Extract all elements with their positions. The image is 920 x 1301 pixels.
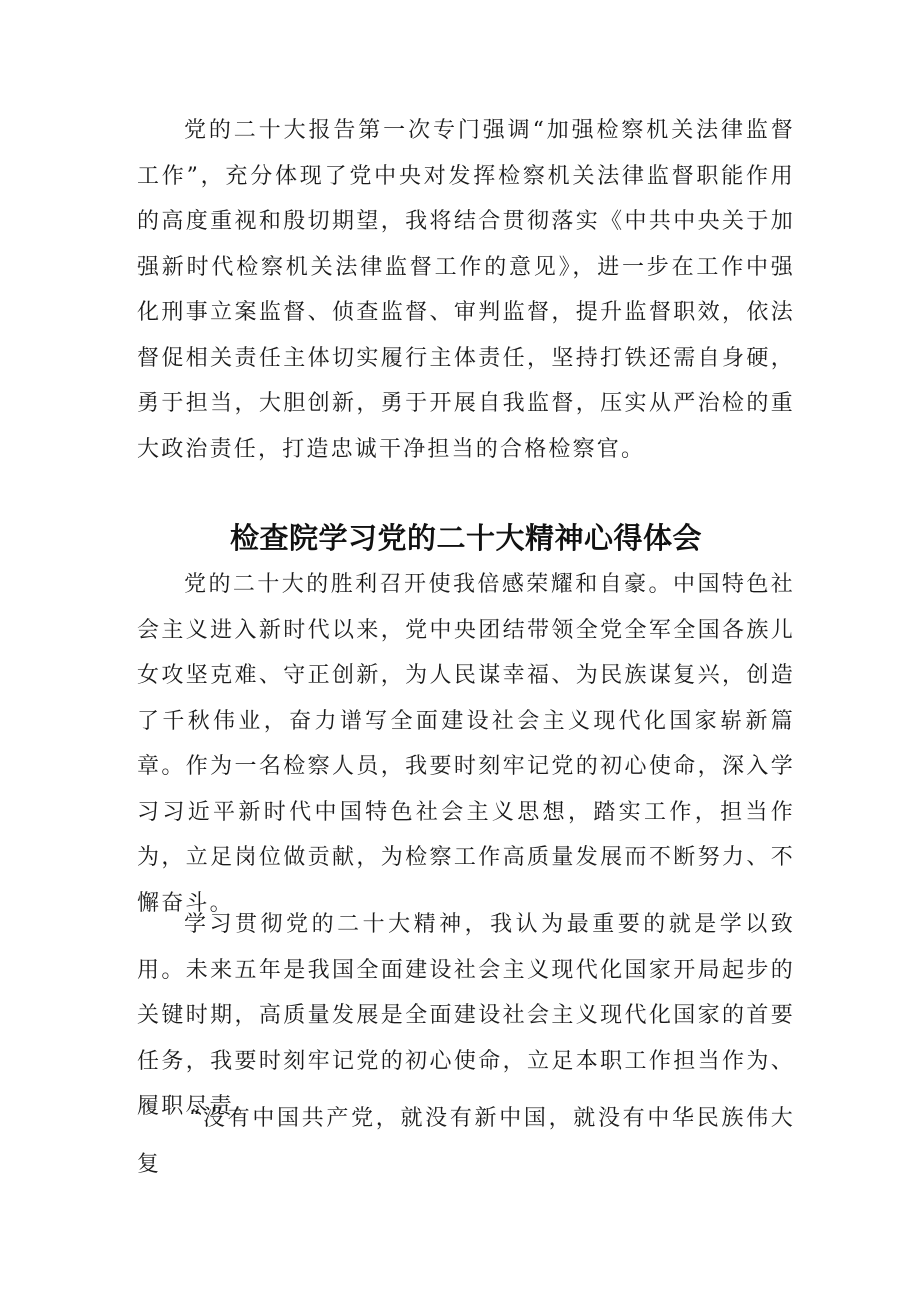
paragraph-quote: “没有中国共产党，就没有新中国，就没有中华民族伟大复 xyxy=(137,1106,795,1177)
paragraph-pride: 党的二十大的胜利召开使我倍感荣耀和自豪。中国特色社会主义进入新时代以来，党中央团结带领全党全军全国各族儿女攻坚克难、守正创新，为人民谋幸福、为民族谋复兴，创造了千秋伟业，奋力谱写全面建设社会主义现代化国家崭新篇章。作为一名检察人员，我要时刻牢记党的初心使命，深入学习习近平新时代中国特色社会主义思想，踏实工作，担当作为，立足岗位做贡献，为检察工作高质量发展而不断努力、不懈奋斗。 xyxy=(137,572,795,916)
paragraph-apply-learning: 学习贯彻党的二十大精神，我认为最重要的就是学以致用。未来五年是我国全面建设社会主义现代化国家开局起步的关键时期，高质量发展是全面建设社会主义现代化国家的首要任务，我要时刻牢记党的初心使命，立足本职工作担当作为、履职尽责。 xyxy=(137,912,795,1119)
section-title: 检查院学习党的二十大精神心得体会 xyxy=(229,521,702,555)
paragraph-legal-supervision: 党的二十大报告第一次专门强调“加强检察机关法律监督工作”，充分体现了党中央对发挥检察机关法律监督职能作用的高度重视和殷切期望，我将结合贯彻落实《中共中央关于加强新时代检察机关法律监督工作的意见》，进一步在工作中强化刑事立案监督、侦查监督、审判监督，提升监督职效，依法督促相关责任主体切实履行主体责任，坚持打铁还需自身硬，勇于担当，大胆创新，勇于开展自我监督，压实从严治检的重大政治责任，打造忠诚干净担当的合格检察官。 xyxy=(137,118,795,462)
